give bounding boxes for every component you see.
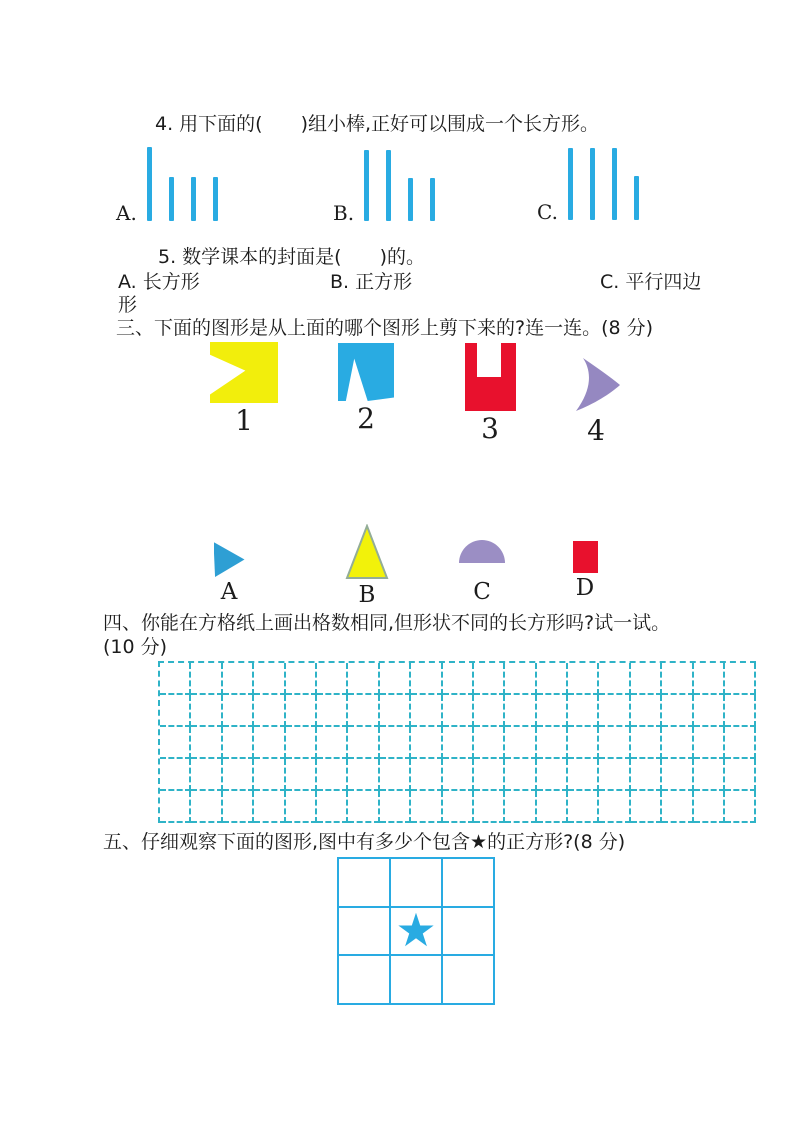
piece-item-d <box>565 541 605 600</box>
star-icon: ★ <box>395 902 437 957</box>
grid-cell <box>380 695 411 727</box>
grid-cell <box>537 791 568 823</box>
shape-d-red-rectangle <box>573 541 598 573</box>
cut-shape-item-2 <box>331 343 401 433</box>
stick-group-a-label: A. <box>116 201 137 225</box>
grid-cell <box>317 727 348 759</box>
grid-cell <box>443 956 495 1005</box>
grid-cell <box>474 791 505 823</box>
grid-cell <box>223 663 254 695</box>
grid-cell <box>568 791 599 823</box>
grid-cell <box>599 727 630 759</box>
shape-3-white-notch <box>477 343 501 377</box>
section-4-heading-line2: (10 分) <box>103 636 168 658</box>
shape-c-label: C <box>473 579 491 605</box>
grid-cell <box>599 759 630 791</box>
grid-cell <box>348 727 379 759</box>
grid-cell <box>505 727 536 759</box>
star-square-grid <box>337 857 495 1005</box>
grid-cell <box>505 663 536 695</box>
shape-b-label: B <box>358 582 376 608</box>
shape-2-notched-blue-square <box>338 343 394 401</box>
grid-cell <box>537 759 568 791</box>
stick-group-c-label: C. <box>537 200 558 224</box>
grid-cell <box>537 663 568 695</box>
question-5-option-b: B. 正方形 <box>330 271 413 293</box>
grid-cell <box>411 695 442 727</box>
grid-cell <box>411 759 442 791</box>
stick-set-b <box>364 150 435 221</box>
grid-cell <box>694 663 725 695</box>
grid-cell <box>537 727 568 759</box>
grid-cell <box>286 695 317 727</box>
grid-cell <box>443 663 474 695</box>
shape-b-yellow-triangle <box>345 524 389 580</box>
grid-cell <box>568 695 599 727</box>
piece-item-a <box>202 542 256 604</box>
cut-shape-item-3 <box>458 343 522 443</box>
stick <box>634 176 639 220</box>
grid-cell <box>505 791 536 823</box>
section-5-heading: 五、仔细观察下面的图形,图中有多少个包含★的正方形?(8 分) <box>103 831 626 853</box>
grid-cell <box>339 956 391 1005</box>
grid-cell <box>191 663 222 695</box>
grid-cell <box>725 663 756 695</box>
grid-cell <box>348 759 379 791</box>
grid-cell <box>380 727 411 759</box>
grid-cell <box>254 663 285 695</box>
grid-cell <box>160 663 191 695</box>
grid-cell <box>191 759 222 791</box>
grid-cell <box>694 791 725 823</box>
grid-cell <box>160 695 191 727</box>
grid-cell <box>286 759 317 791</box>
grid-cell <box>474 695 505 727</box>
grid-cell <box>631 727 662 759</box>
stick-group-b-label: B. <box>333 201 355 225</box>
shape-c-purple-semicircle <box>459 540 505 563</box>
grid-cell <box>694 727 725 759</box>
grid-cell <box>631 759 662 791</box>
stick <box>612 148 617 220</box>
question-5-text: 5. 数学课本的封面是( )的。 <box>158 246 425 268</box>
grid-cell <box>568 663 599 695</box>
grid-cell <box>391 859 443 908</box>
grid-cell <box>254 791 285 823</box>
stick-group-c <box>537 144 639 224</box>
stick <box>568 148 573 220</box>
stick <box>213 177 218 221</box>
grid-cell <box>339 859 391 908</box>
cut-shape-item-1 <box>202 342 286 435</box>
grid-cell <box>254 759 285 791</box>
stick <box>191 177 196 221</box>
stick <box>430 178 435 221</box>
stick-group-a <box>116 145 218 225</box>
grid-cell <box>599 663 630 695</box>
stick-set-c <box>568 148 639 220</box>
grid-cell <box>694 695 725 727</box>
stick <box>386 150 391 221</box>
grid-cell <box>443 859 495 908</box>
section-3-heading: 三、下面的图形是从上面的哪个图形上剪下来的?连一连。(8 分) <box>116 317 654 339</box>
grid-cell <box>254 727 285 759</box>
practice-grid[interactable] <box>158 661 756 823</box>
cut-shape-item-4 <box>565 356 627 445</box>
shape-4-purple-arrowhead <box>572 356 621 413</box>
stick <box>408 178 413 221</box>
piece-item-c <box>455 540 509 604</box>
grid-cell <box>391 902 443 957</box>
piece-item-b <box>340 524 394 607</box>
grid-cell <box>391 956 443 1005</box>
question-5-option-c-wrap: 形 <box>118 294 138 316</box>
grid-cell <box>160 727 191 759</box>
grid-cell <box>223 727 254 759</box>
grid-cell <box>380 759 411 791</box>
grid-cell <box>662 791 693 823</box>
grid-cell <box>443 759 474 791</box>
grid-cell <box>317 695 348 727</box>
grid-cell <box>725 727 756 759</box>
grid-cell <box>348 695 379 727</box>
grid-cell <box>411 791 442 823</box>
stick-group-b <box>333 145 435 225</box>
grid-cell <box>537 695 568 727</box>
question-4-text: 4. 用下面的( )组小棒,正好可以围成一个长方形。 <box>155 113 600 135</box>
grid-cell <box>317 791 348 823</box>
grid-cell <box>223 759 254 791</box>
grid-cell <box>505 759 536 791</box>
grid-cell <box>443 695 474 727</box>
grid-cell <box>223 791 254 823</box>
question-5-option-a: A. 长方形 <box>118 271 200 293</box>
grid-cell <box>568 759 599 791</box>
grid-cell <box>191 727 222 759</box>
grid-cell <box>631 791 662 823</box>
grid-cell <box>474 759 505 791</box>
grid-cell <box>380 663 411 695</box>
shape-1-label: 1 <box>235 404 253 437</box>
shape-a-label: A <box>220 579 238 605</box>
grid-cell <box>348 663 379 695</box>
grid-cell <box>191 791 222 823</box>
grid-cell <box>474 663 505 695</box>
stick <box>364 150 369 221</box>
section-4-heading-line1: 四、你能在方格纸上画出格数相同,但形状不同的长方形吗?试一试。 <box>103 612 671 634</box>
grid-cell <box>631 663 662 695</box>
grid-cell <box>223 695 254 727</box>
grid-cell <box>380 791 411 823</box>
shape-3-label: 3 <box>481 412 499 445</box>
grid-cell <box>411 663 442 695</box>
grid-cell <box>254 695 285 727</box>
grid-cell <box>662 695 693 727</box>
stick-set-a <box>147 147 218 221</box>
grid-cell <box>725 791 756 823</box>
grid-cell <box>348 791 379 823</box>
grid-cell <box>599 695 630 727</box>
grid-cell <box>339 908 391 957</box>
grid-cell <box>411 727 442 759</box>
grid-cell <box>443 791 474 823</box>
grid-cell <box>286 663 317 695</box>
grid-cell <box>662 727 693 759</box>
question-5-option-c: C. 平行四边 <box>600 271 702 293</box>
grid-cell <box>725 759 756 791</box>
grid-cell <box>662 759 693 791</box>
shape-3-notched-red-rectangle <box>465 343 516 411</box>
grid-cell <box>443 727 474 759</box>
grid-cell <box>474 727 505 759</box>
grid-cell <box>694 759 725 791</box>
grid-cell <box>599 791 630 823</box>
grid-cell <box>662 663 693 695</box>
stick <box>590 148 595 220</box>
grid-cell <box>317 759 348 791</box>
grid-cell <box>191 695 222 727</box>
grid-cell <box>286 791 317 823</box>
shape-d-label: D <box>575 575 595 601</box>
shape-a-blue-triangle <box>214 542 245 577</box>
grid-cell <box>160 759 191 791</box>
stick <box>169 177 174 221</box>
grid-cell <box>443 908 495 957</box>
grid-cell <box>631 695 662 727</box>
shape-1-notched-yellow-square <box>210 342 278 403</box>
grid-cell <box>160 791 191 823</box>
grid-cell <box>286 727 317 759</box>
grid-cell <box>317 663 348 695</box>
grid-cell <box>725 695 756 727</box>
grid-cell <box>505 695 536 727</box>
shape-2-label: 2 <box>357 402 375 435</box>
stick <box>147 147 152 221</box>
grid-cell <box>568 727 599 759</box>
shape-4-label: 4 <box>587 414 605 447</box>
